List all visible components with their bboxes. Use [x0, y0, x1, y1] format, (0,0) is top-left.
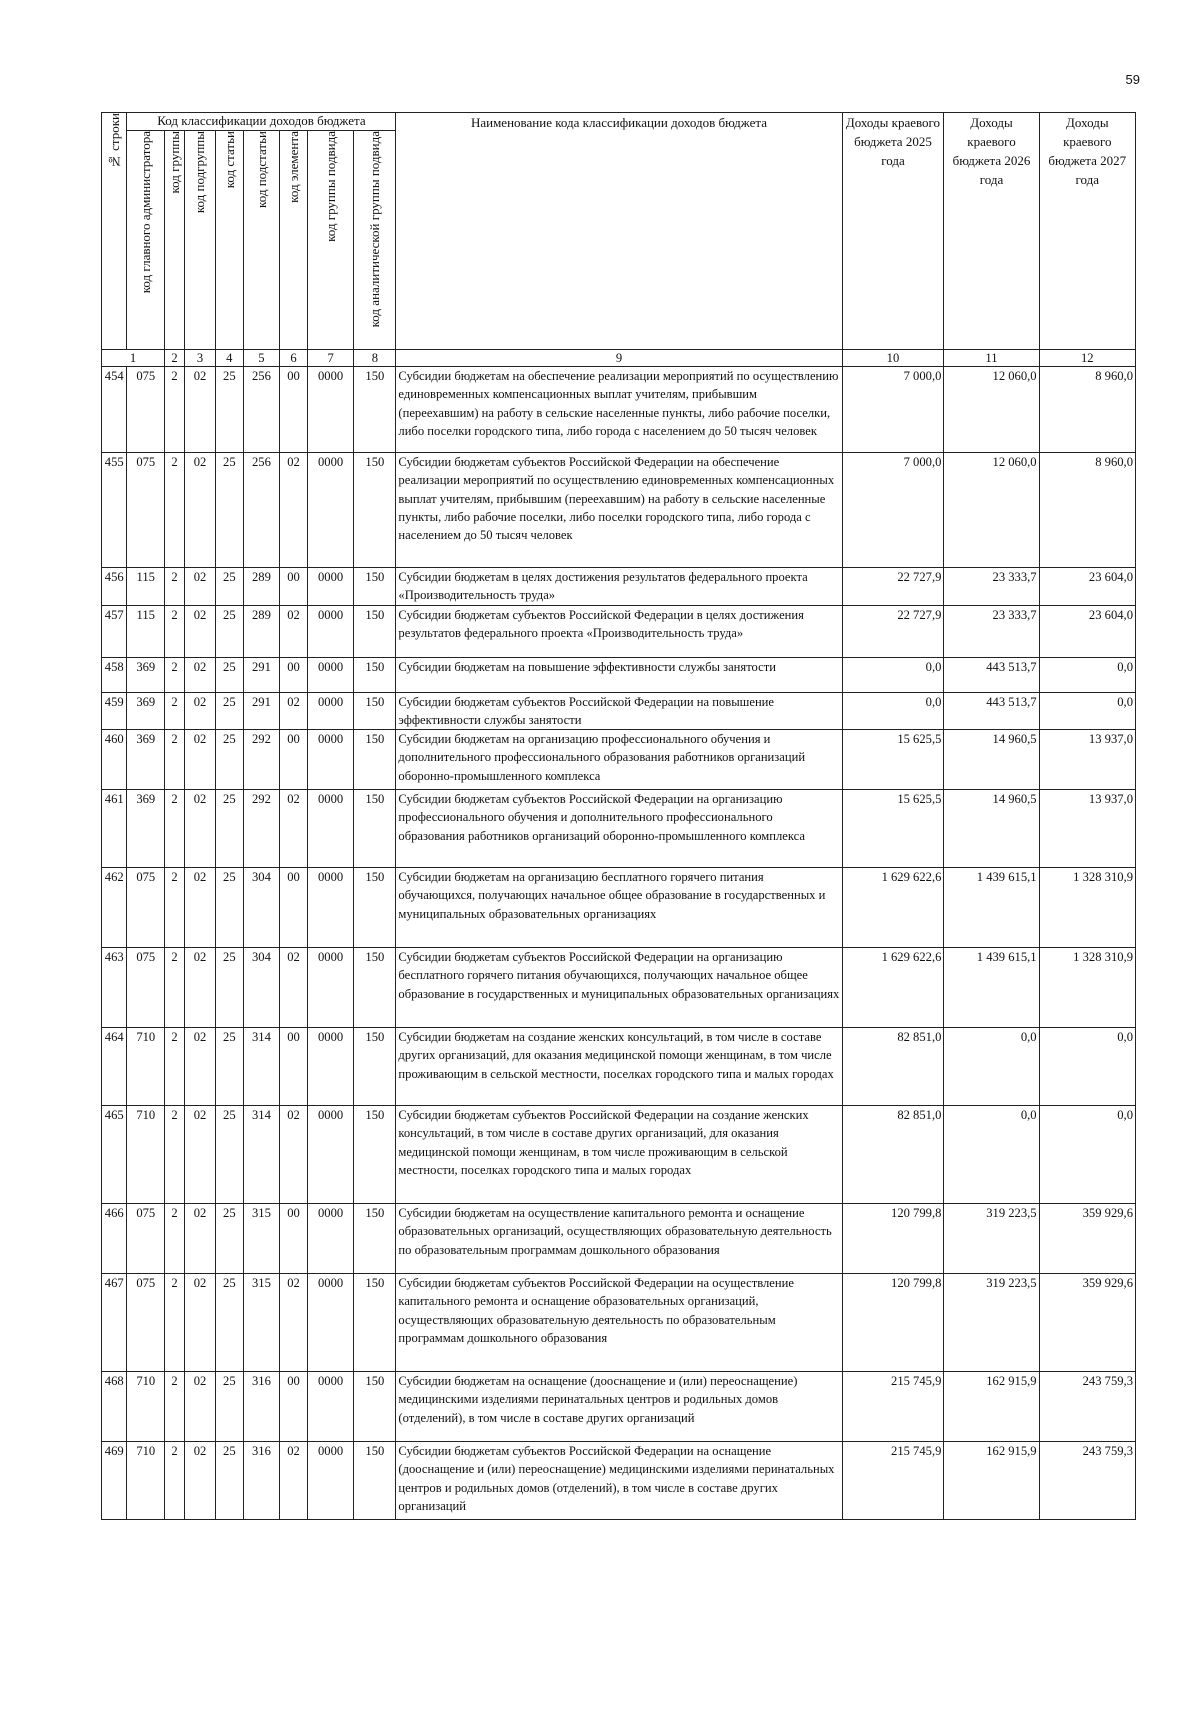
article-code: 25	[215, 1204, 243, 1274]
article-code: 25	[215, 730, 243, 790]
income-2026: 162 915,9	[944, 1442, 1039, 1520]
header-subarticle-code: код подстатьи	[243, 131, 280, 350]
subtype-group-code: 0000	[307, 1106, 353, 1204]
income-name: Субсидии бюджетам субъектов Российской Федерации на оснащение (дооснащение и (или) переоснащение) медицинскими изделиями перинатальных центров и родильных домов (отделений), в том числе в составе других организаций	[396, 1442, 842, 1520]
header-subgroup-code: код подгруппы	[185, 131, 216, 350]
income-name: Субсидии бюджетам субъектов Российской Федерации на повышение эффективности службы занятости	[396, 692, 842, 730]
article-code: 25	[215, 692, 243, 730]
income-2026: 319 223,5	[944, 1204, 1039, 1274]
element-code: 00	[280, 1372, 308, 1442]
income-name: Субсидии бюджетам на создание женских консультаций, в том числе в составе других организаций, для оказания медицинской помощи женщинам, в том числе проживающим в сельской местности, поселках городского типа и малых городах	[396, 1028, 842, 1106]
subtype-group-code: 0000	[307, 1442, 353, 1520]
row-number: 455	[102, 453, 127, 568]
row-number: 468	[102, 1372, 127, 1442]
row-number: 461	[102, 790, 127, 868]
table-row	[102, 367, 1136, 453]
income-2027: 8 960,0	[1039, 453, 1135, 568]
subtype-group-code: 0000	[307, 568, 353, 606]
income-2026: 443 513,7	[944, 692, 1039, 730]
income-2025: 120 799,8	[842, 1274, 944, 1372]
element-code: 02	[280, 453, 308, 568]
group-code: 2	[165, 948, 185, 1028]
subgroup-code: 02	[185, 1442, 216, 1520]
column-number: 6	[280, 350, 308, 367]
group-code: 2	[165, 730, 185, 790]
column-number: 11	[944, 350, 1039, 367]
income-name: Субсидии бюджетам на организацию бесплатного горячего питания обучающихся, получающих начальное общее образование в государственных и муниципальных образовательных организациях	[396, 868, 842, 948]
table-row	[102, 605, 1136, 657]
subgroup-code: 02	[185, 948, 216, 1028]
income-2025: 15 625,5	[842, 790, 944, 868]
table-row	[102, 948, 1136, 1028]
admin-code: 075	[127, 868, 165, 948]
income-2026: 443 513,7	[944, 657, 1039, 692]
element-code: 02	[280, 692, 308, 730]
row-number: 469	[102, 1442, 127, 1520]
row-number: 456	[102, 568, 127, 606]
income-2026: 23 333,7	[944, 568, 1039, 606]
income-2026: 12 060,0	[944, 453, 1039, 568]
header-admin-code: код главного администратора	[127, 131, 165, 350]
admin-code: 710	[127, 1372, 165, 1442]
column-number: 3	[185, 350, 216, 367]
admin-code: 075	[127, 948, 165, 1028]
element-code: 00	[280, 568, 308, 606]
income-2025: 22 727,9	[842, 605, 944, 657]
subtype-group-code: 0000	[307, 868, 353, 948]
subtype-group-code: 0000	[307, 1204, 353, 1274]
row-number: 464	[102, 1028, 127, 1106]
column-number: 4	[215, 350, 243, 367]
element-code: 00	[280, 1028, 308, 1106]
income-2027: 1 328 310,9	[1039, 948, 1135, 1028]
header-2025: Доходы краевого бюджета 2025 года	[842, 113, 944, 350]
subarticle-code: 289	[243, 568, 280, 606]
subarticle-code: 292	[243, 790, 280, 868]
article-code: 25	[215, 1028, 243, 1106]
table-row	[102, 1204, 1136, 1274]
subgroup-code: 02	[185, 730, 216, 790]
income-2027: 0,0	[1039, 657, 1135, 692]
subgroup-code: 02	[185, 605, 216, 657]
income-2025: 1 629 622,6	[842, 868, 944, 948]
income-2025: 0,0	[842, 657, 944, 692]
income-name: Субсидии бюджетам на оснащение (дооснащение и (или) переоснащение) медицинскими изделиями перинатальных центров и родильных домов (отделений), в том числе в составе других организаций	[396, 1372, 842, 1442]
element-code: 02	[280, 1106, 308, 1204]
group-code: 2	[165, 1442, 185, 1520]
income-2026: 23 333,7	[944, 605, 1039, 657]
article-code: 25	[215, 948, 243, 1028]
subgroup-code: 02	[185, 1274, 216, 1372]
element-code: 00	[280, 657, 308, 692]
element-code: 00	[280, 1204, 308, 1274]
table-row	[102, 790, 1136, 868]
subtype-group-code: 0000	[307, 605, 353, 657]
income-name: Субсидии бюджетам на организацию профессионального обучения и дополнительного профессионального образования работников организаций оборонно-промышленного комплекса	[396, 730, 842, 790]
income-2027: 0,0	[1039, 1028, 1135, 1106]
subgroup-code: 02	[185, 1204, 216, 1274]
article-code: 25	[215, 1274, 243, 1372]
subarticle-code: 291	[243, 657, 280, 692]
row-number: 460	[102, 730, 127, 790]
row-number: 466	[102, 1204, 127, 1274]
subtype-group-code: 0000	[307, 692, 353, 730]
income-name: Субсидии бюджетам на повышение эффективности службы занятости	[396, 657, 842, 692]
subarticle-code: 256	[243, 367, 280, 453]
row-number: 465	[102, 1106, 127, 1204]
admin-code: 710	[127, 1442, 165, 1520]
income-2027: 359 929,6	[1039, 1274, 1135, 1372]
income-2026: 14 960,5	[944, 730, 1039, 790]
group-code: 2	[165, 605, 185, 657]
income-2026: 0,0	[944, 1106, 1039, 1204]
subarticle-code: 314	[243, 1028, 280, 1106]
analytic-group-code: 150	[354, 1106, 396, 1204]
group-code: 2	[165, 790, 185, 868]
analytic-group-code: 150	[354, 730, 396, 790]
admin-code: 075	[127, 1274, 165, 1372]
analytic-group-code: 150	[354, 1442, 396, 1520]
subarticle-code: 256	[243, 453, 280, 568]
header-2027: Доходы краевого бюджета 2027 года	[1039, 113, 1135, 350]
element-code: 02	[280, 1442, 308, 1520]
subarticle-code: 316	[243, 1442, 280, 1520]
group-code: 2	[165, 868, 185, 948]
article-code: 25	[215, 453, 243, 568]
income-2025: 7 000,0	[842, 367, 944, 453]
income-2025: 15 625,5	[842, 730, 944, 790]
income-2027: 8 960,0	[1039, 367, 1135, 453]
group-code: 2	[165, 1274, 185, 1372]
admin-code: 710	[127, 1028, 165, 1106]
column-number: 12	[1039, 350, 1135, 367]
column-number: 7	[307, 350, 353, 367]
subarticle-code: 304	[243, 868, 280, 948]
subtype-group-code: 0000	[307, 1274, 353, 1372]
analytic-group-code: 150	[354, 1372, 396, 1442]
analytic-group-code: 150	[354, 367, 396, 453]
income-2025: 215 745,9	[842, 1442, 944, 1520]
income-2027: 13 937,0	[1039, 790, 1135, 868]
admin-code: 075	[127, 367, 165, 453]
subgroup-code: 02	[185, 1028, 216, 1106]
article-code: 25	[215, 568, 243, 606]
income-name: Субсидии бюджетам на обеспечение реализации мероприятий по осуществлению единовременных компенсационных выплат учителям, прибывшим (переехавшим) на работу в сельские населенные пункты, либо рабочие поселки, либо поселки городского типа, либо города с населением до 50 тысяч человек	[396, 367, 842, 453]
group-code: 2	[165, 657, 185, 692]
group-code: 2	[165, 1106, 185, 1204]
subarticle-code: 292	[243, 730, 280, 790]
income-2026: 12 060,0	[944, 367, 1039, 453]
analytic-group-code: 150	[354, 948, 396, 1028]
group-code: 2	[165, 1028, 185, 1106]
subarticle-code: 314	[243, 1106, 280, 1204]
table-row	[102, 657, 1136, 692]
subgroup-code: 02	[185, 868, 216, 948]
admin-code: 369	[127, 657, 165, 692]
income-2025: 0,0	[842, 692, 944, 730]
income-name: Субсидии бюджетам субъектов Российской Федерации на организацию бесплатного горячего питания обучающихся, получающих начальное общее образование в государственных и муниципальных образовательных организациях	[396, 948, 842, 1028]
table-row	[102, 1106, 1136, 1204]
subtype-group-code: 0000	[307, 367, 353, 453]
row-number: 454	[102, 367, 127, 453]
row-number: 467	[102, 1274, 127, 1372]
analytic-group-code: 150	[354, 605, 396, 657]
article-code: 25	[215, 657, 243, 692]
income-2026: 1 439 615,1	[944, 948, 1039, 1028]
subarticle-code: 316	[243, 1372, 280, 1442]
analytic-group-code: 150	[354, 790, 396, 868]
income-2026: 162 915,9	[944, 1372, 1039, 1442]
income-2025: 82 851,0	[842, 1106, 944, 1204]
income-2025: 82 851,0	[842, 1028, 944, 1106]
row-number: 457	[102, 605, 127, 657]
admin-code: 115	[127, 605, 165, 657]
element-code: 00	[280, 868, 308, 948]
column-number: 5	[243, 350, 280, 367]
income-name: Субсидии бюджетам в целях достижения результатов федерального проекта «Производительность труда»	[396, 568, 842, 606]
column-number-row	[102, 350, 1136, 367]
admin-code: 115	[127, 568, 165, 606]
page-number: 59	[1125, 72, 1140, 87]
subgroup-code: 02	[185, 692, 216, 730]
analytic-group-code: 150	[354, 1204, 396, 1274]
income-2027: 23 604,0	[1039, 568, 1135, 606]
income-2027: 359 929,6	[1039, 1204, 1135, 1274]
element-code: 02	[280, 790, 308, 868]
element-code: 02	[280, 948, 308, 1028]
header-row-no: № строки	[102, 113, 127, 350]
analytic-group-code: 150	[354, 568, 396, 606]
subtype-group-code: 0000	[307, 730, 353, 790]
article-code: 25	[215, 790, 243, 868]
header-classification-code: Код классификации доходов бюджета	[127, 113, 396, 131]
row-number: 458	[102, 657, 127, 692]
admin-code: 710	[127, 1106, 165, 1204]
group-code: 2	[165, 1372, 185, 1442]
column-number: 8	[354, 350, 396, 367]
column-number: 1	[102, 350, 165, 367]
subarticle-code: 304	[243, 948, 280, 1028]
element-code: 00	[280, 730, 308, 790]
income-2027: 13 937,0	[1039, 730, 1135, 790]
subarticle-code: 315	[243, 1204, 280, 1274]
admin-code: 075	[127, 1204, 165, 1274]
table-row	[102, 568, 1136, 606]
subgroup-code: 02	[185, 1372, 216, 1442]
table-row	[102, 1372, 1136, 1442]
income-name: Субсидии бюджетам субъектов Российской Федерации на создание женских консультаций, в том числе в составе других организаций, для оказания медицинской помощи женщинам, в том числе проживающим в сельской местности, поселках городского типа и малых городах	[396, 1106, 842, 1204]
article-code: 25	[215, 1106, 243, 1204]
subtype-group-code: 0000	[307, 453, 353, 568]
row-number: 459	[102, 692, 127, 730]
table-row	[102, 1274, 1136, 1372]
header-group-code: код группы	[165, 131, 185, 350]
header-name: Наименование кода классификации доходов бюджета	[396, 113, 842, 350]
subgroup-code: 02	[185, 453, 216, 568]
row-number: 462	[102, 868, 127, 948]
income-name: Субсидии бюджетам субъектов Российской Федерации на осуществление капитального ремонта и оснащение образовательных организаций, осуществляющих образовательную деятельность по образовательным программам дошкольного образования	[396, 1274, 842, 1372]
table-row	[102, 453, 1136, 568]
income-2025: 7 000,0	[842, 453, 944, 568]
header-2026: Доходы краевого бюджета 2026 года	[944, 113, 1039, 350]
header-article-code: код статьи	[215, 131, 243, 350]
income-2025: 215 745,9	[842, 1372, 944, 1442]
column-number: 2	[165, 350, 185, 367]
income-2027: 0,0	[1039, 692, 1135, 730]
income-2027: 23 604,0	[1039, 605, 1135, 657]
table-row	[102, 692, 1136, 730]
income-2025: 1 629 622,6	[842, 948, 944, 1028]
income-name: Субсидии бюджетам субъектов Российской Федерации в целях достижения результатов федерального проекта «Производительность труда»	[396, 605, 842, 657]
analytic-group-code: 150	[354, 692, 396, 730]
subgroup-code: 02	[185, 367, 216, 453]
group-code: 2	[165, 453, 185, 568]
analytic-group-code: 150	[354, 657, 396, 692]
column-number: 10	[842, 350, 944, 367]
group-code: 2	[165, 367, 185, 453]
income-2027: 1 328 310,9	[1039, 868, 1135, 948]
admin-code: 369	[127, 692, 165, 730]
income-name: Субсидии бюджетам на осуществление капитального ремонта и оснащение образовательных организаций, осуществляющих образовательную деятельность по образовательным программам дошкольного образования	[396, 1204, 842, 1274]
subtype-group-code: 0000	[307, 1028, 353, 1106]
subarticle-code: 289	[243, 605, 280, 657]
admin-code: 075	[127, 453, 165, 568]
article-code: 25	[215, 1372, 243, 1442]
group-code: 2	[165, 1204, 185, 1274]
header-element-code: код элемента	[280, 131, 308, 350]
subgroup-code: 02	[185, 657, 216, 692]
article-code: 25	[215, 1442, 243, 1520]
subgroup-code: 02	[185, 1106, 216, 1204]
table-row	[102, 1028, 1136, 1106]
income-2027: 243 759,3	[1039, 1442, 1135, 1520]
income-2026: 1 439 615,1	[944, 868, 1039, 948]
income-2027: 243 759,3	[1039, 1372, 1135, 1442]
income-2025: 120 799,8	[842, 1204, 944, 1274]
element-code: 02	[280, 1274, 308, 1372]
income-name: Субсидии бюджетам субъектов Российской Федерации на обеспечение реализации мероприятий по осуществлению единовременных компенсационных выплат учителям, прибывшим (переехавшим) на работу в сельские населенные пункты, либо рабочие поселки, либо поселки городского типа, либо города с населением до 50 тысяч человек	[396, 453, 842, 568]
revenue-table	[101, 112, 1136, 1520]
analytic-group-code: 150	[354, 1028, 396, 1106]
income-name: Субсидии бюджетам субъектов Российской Федерации на организацию профессионального обучения и дополнительного профессионального образования работников организаций оборонно-промышленного комплекса	[396, 790, 842, 868]
admin-code: 369	[127, 790, 165, 868]
header-subtype-group-code: код группы подвида	[307, 131, 353, 350]
subtype-group-code: 0000	[307, 948, 353, 1028]
income-2026: 0,0	[944, 1028, 1039, 1106]
header-analytic-group-code: код аналитической группы подвида	[354, 131, 396, 350]
article-code: 25	[215, 367, 243, 453]
admin-code: 369	[127, 730, 165, 790]
group-code: 2	[165, 568, 185, 606]
analytic-group-code: 150	[354, 453, 396, 568]
income-2026: 319 223,5	[944, 1274, 1039, 1372]
article-code: 25	[215, 868, 243, 948]
table-row	[102, 730, 1136, 790]
income-2027: 0,0	[1039, 1106, 1135, 1204]
table-row	[102, 1442, 1136, 1520]
analytic-group-code: 150	[354, 868, 396, 948]
element-code: 02	[280, 605, 308, 657]
row-number: 463	[102, 948, 127, 1028]
article-code: 25	[215, 605, 243, 657]
element-code: 00	[280, 367, 308, 453]
subgroup-code: 02	[185, 790, 216, 868]
subtype-group-code: 0000	[307, 1372, 353, 1442]
analytic-group-code: 150	[354, 1274, 396, 1372]
group-code: 2	[165, 692, 185, 730]
subarticle-code: 315	[243, 1274, 280, 1372]
subarticle-code: 291	[243, 692, 280, 730]
column-number: 9	[396, 350, 842, 367]
income-2025: 22 727,9	[842, 568, 944, 606]
income-2026: 14 960,5	[944, 790, 1039, 868]
table-row	[102, 868, 1136, 948]
subgroup-code: 02	[185, 568, 216, 606]
subtype-group-code: 0000	[307, 657, 353, 692]
subtype-group-code: 0000	[307, 790, 353, 868]
